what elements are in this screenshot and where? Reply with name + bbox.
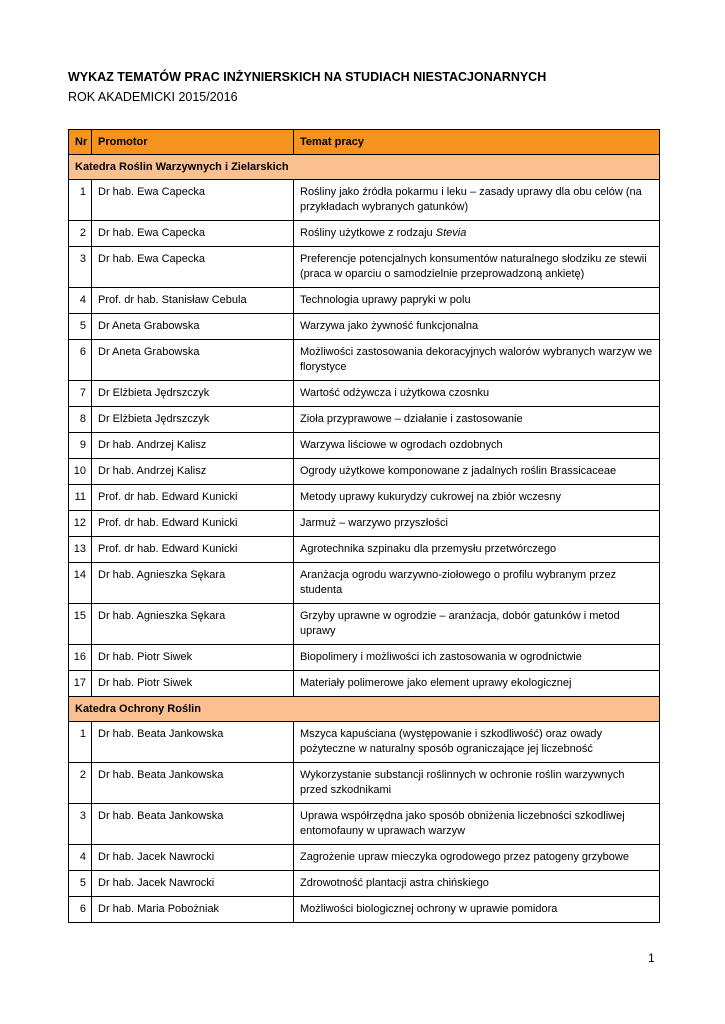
table-row (69, 381, 660, 407)
cell-nr: 14 (69, 563, 92, 604)
cell-topic: Możliwości zastosowania dekoracyjnych walorów wybranych warzyw we florystyce (294, 340, 660, 381)
page-subtitle: ROK AKADEMICKI 2015/2016 (68, 90, 238, 104)
table-row (69, 314, 660, 340)
cell-promotor: Prof. dr hab. Stanisław Cebula (92, 288, 294, 314)
page-title: WYKAZ TEMATÓW PRAC INŻYNIERSKICH NA STUDIACH NIESTACJONARNYCH (68, 70, 547, 84)
cell-promotor: Dr hab. Andrzej Kalisz (92, 459, 294, 485)
cell-topic: Metody uprawy kukurydzy cukrowej na zbiór wczesny (294, 485, 660, 511)
cell-nr: 17 (69, 671, 92, 697)
table-row (69, 871, 660, 897)
header-topic: Temat pracy (294, 130, 660, 155)
cell-topic: Preferencje potencjalnych konsumentów naturalnego słodziku ze stewii (praca w oparciu o samodzielnie przeprowadzoną ankietę) (294, 247, 660, 288)
cell-nr: 2 (69, 763, 92, 804)
cell-nr: 6 (69, 897, 92, 923)
cell-nr: 8 (69, 407, 92, 433)
cell-promotor: Prof. dr hab. Edward Kunicki (92, 537, 294, 563)
cell-topic: Ogrody użytkowe komponowane z jadalnych roślin Brassicaceae (294, 459, 660, 485)
cell-nr: 13 (69, 537, 92, 563)
cell-nr: 1 (69, 722, 92, 763)
cell-nr: 4 (69, 288, 92, 314)
cell-topic: Agrotechnika szpinaku dla przemysłu przetwórczego (294, 537, 660, 563)
cell-promotor: Prof. dr hab. Edward Kunicki (92, 511, 294, 537)
table-body (69, 155, 660, 923)
cell-topic: Grzyby uprawne w ogrodzie – aranżacja, dobór gatunków i metod uprawy (294, 604, 660, 645)
cell-promotor: Dr hab. Ewa Capecka (92, 247, 294, 288)
topic-text: Rośliny użytkowe z rodzaju (300, 227, 436, 239)
cell-nr: 3 (69, 804, 92, 845)
cell-topic: Rośliny jako źródła pokarmu i leku – zasady uprawy dla obu celów (na przykładach wybranych gatunków) (294, 180, 660, 221)
cell-promotor: Dr hab. Beata Jankowska (92, 804, 294, 845)
table-row (69, 722, 660, 763)
cell-promotor: Dr hab. Maria Pobożniak (92, 897, 294, 923)
cell-promotor: Dr hab. Jacek Nawrocki (92, 845, 294, 871)
cell-promotor: Dr hab. Beata Jankowska (92, 722, 294, 763)
cell-nr: 1 (69, 180, 92, 221)
cell-topic: Aranżacja ogrodu warzywno-ziołowego o profilu wybranym przez studenta (294, 563, 660, 604)
cell-topic: Możliwości biologicznej ochrony w uprawie pomidora (294, 897, 660, 923)
cell-nr: 12 (69, 511, 92, 537)
cell-topic: Wykorzystanie substancji roślinnych w ochronie roślin warzywnych przed szkodnikami (294, 763, 660, 804)
section-row (69, 155, 660, 180)
cell-topic: Wartość odżywcza i użytkowa czosnku (294, 381, 660, 407)
cell-topic: Uprawa współrzędna jako sposób obniżenia liczebności szkodliwej entomofauny w uprawach warzyw (294, 804, 660, 845)
cell-nr: 4 (69, 845, 92, 871)
cell-topic: Jarmuż – warzywo przyszłości (294, 511, 660, 537)
cell-nr: 2 (69, 221, 92, 247)
cell-promotor: Dr hab. Ewa Capecka (92, 221, 294, 247)
table-row (69, 340, 660, 381)
table-row (69, 511, 660, 537)
table-row (69, 804, 660, 845)
table-row (69, 485, 660, 511)
cell-topic: Biopolimery i możliwości ich zastosowania w ogrodnictwie (294, 645, 660, 671)
cell-topic: Technologia uprawy papryki w polu (294, 288, 660, 314)
cell-nr: 5 (69, 314, 92, 340)
cell-promotor: Dr hab. Beata Jankowska (92, 763, 294, 804)
cell-topic: Warzywa liściowe w ogrodach ozdobnych (294, 433, 660, 459)
topics-table (68, 129, 660, 923)
cell-promotor: Dr hab. Andrzej Kalisz (92, 433, 294, 459)
table-row (69, 459, 660, 485)
cell-nr: 6 (69, 340, 92, 381)
table-row (69, 604, 660, 645)
cell-promotor: Dr Aneta Grabowska (92, 314, 294, 340)
cell-promotor: Dr Aneta Grabowska (92, 340, 294, 381)
cell-nr: 16 (69, 645, 92, 671)
header-nr: Nr (69, 130, 92, 155)
table-row (69, 247, 660, 288)
cell-promotor: Dr hab. Piotr Siwek (92, 645, 294, 671)
cell-nr: 9 (69, 433, 92, 459)
cell-promotor: Prof. dr hab. Edward Kunicki (92, 485, 294, 511)
table-row (69, 845, 660, 871)
table-row (69, 433, 660, 459)
table-row (69, 221, 660, 247)
table-row (69, 288, 660, 314)
page-number: 1 (648, 951, 655, 965)
cell-nr: 5 (69, 871, 92, 897)
cell-nr: 15 (69, 604, 92, 645)
cell-nr: 7 (69, 381, 92, 407)
table-row (69, 563, 660, 604)
cell-topic: Warzywa jako żywność funkcjonalna (294, 314, 660, 340)
cell-promotor: Dr hab. Agnieszka Sękara (92, 604, 294, 645)
table-row (69, 897, 660, 923)
header-promotor: Promotor (92, 130, 294, 155)
table-row (69, 671, 660, 697)
topic-italic-text: Stevia (435, 227, 467, 239)
cell-promotor: Dr hab. Agnieszka Sękara (92, 563, 294, 604)
table-row (69, 763, 660, 804)
cell-topic (294, 221, 660, 247)
cell-promotor: Dr Elżbieta Jędrszczyk (92, 381, 294, 407)
cell-nr: 10 (69, 459, 92, 485)
table-row (69, 645, 660, 671)
cell-promotor: Dr hab. Jacek Nawrocki (92, 871, 294, 897)
table-header-row (69, 130, 660, 155)
cell-promotor: Dr hab. Piotr Siwek (92, 671, 294, 697)
cell-nr: 3 (69, 247, 92, 288)
table-row (69, 180, 660, 221)
cell-topic: Zdrowotność plantacji astra chińskiego (294, 871, 660, 897)
cell-promotor: Dr hab. Ewa Capecka (92, 180, 294, 221)
cell-nr: 11 (69, 485, 92, 511)
cell-topic: Zioła przyprawowe – działanie i zastosowanie (294, 407, 660, 433)
cell-topic: Mszyca kapuściana (występowanie i szkodliwość) oraz owady pożyteczne w naturalny sposób ograniczające jej liczebność (294, 722, 660, 763)
table-row (69, 537, 660, 563)
cell-promotor: Dr Elżbieta Jędrszczyk (92, 407, 294, 433)
cell-topic: Zagrożenie upraw mieczyka ogrodowego przez patogeny grzybowe (294, 845, 660, 871)
cell-topic: Materiały polimerowe jako element uprawy ekologicznej (294, 671, 660, 697)
table-row (69, 407, 660, 433)
section-title: Katedra Ochrony Roślin (69, 697, 660, 722)
section-title: Katedra Roślin Warzywnych i Zielarskich (69, 155, 660, 180)
section-row (69, 697, 660, 722)
